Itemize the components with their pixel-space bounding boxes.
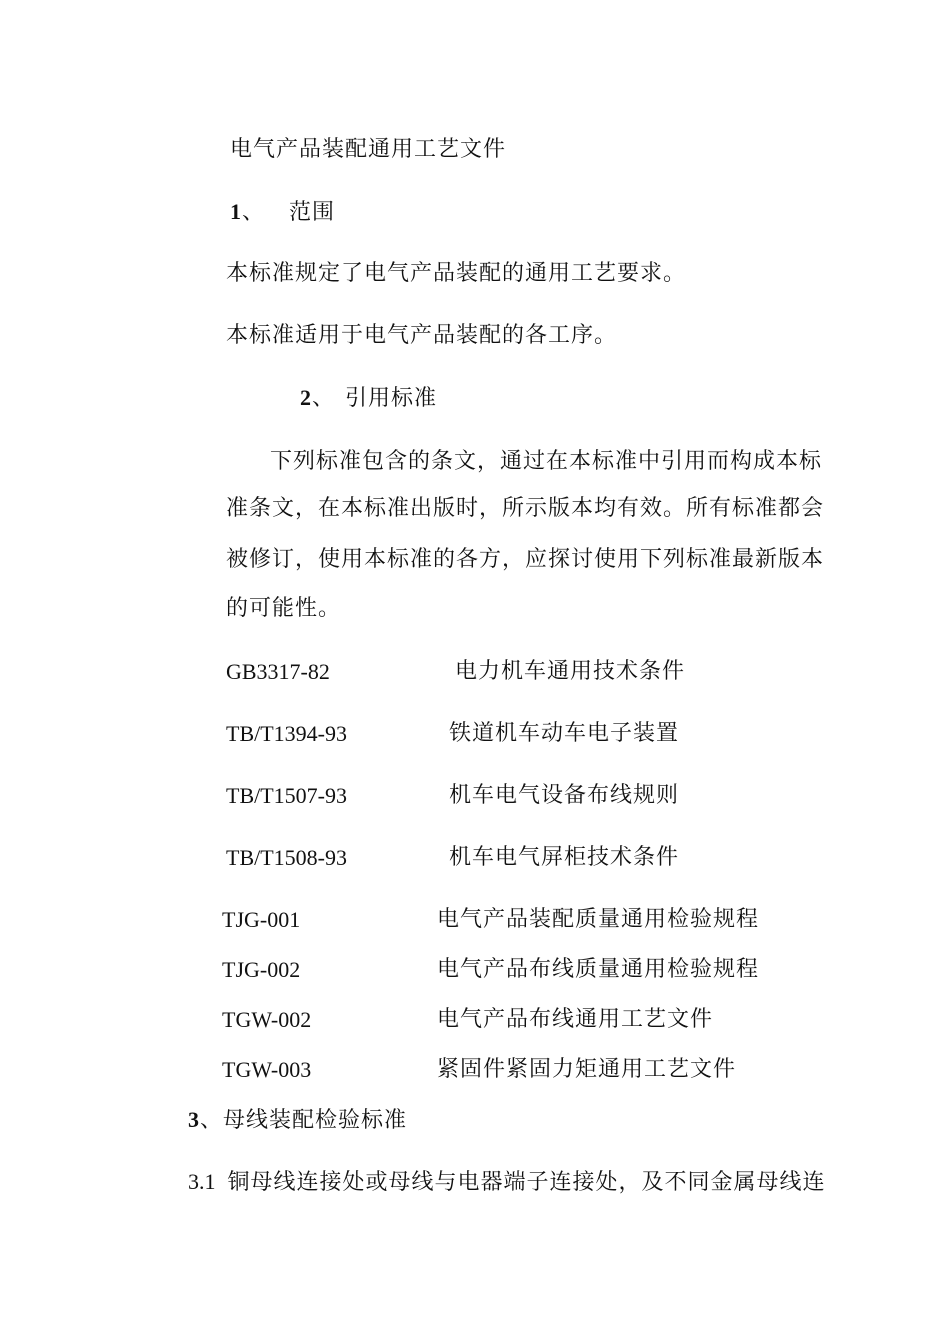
reference-code: TGW-003 xyxy=(222,1057,312,1082)
section-1-number: 1 xyxy=(230,199,242,224)
clause-3-1 xyxy=(188,1168,826,1197)
reference-code: TJG-001 xyxy=(222,907,301,932)
section-1-separator: 、 xyxy=(242,200,266,225)
section-1-heading xyxy=(230,198,335,227)
section-2-body-line: 下列标准包含的条文，通过在本标准中引用而构成本标 xyxy=(270,449,823,474)
reference-code: GB3317-82 xyxy=(226,659,330,684)
reference-row xyxy=(0,658,950,686)
reference-row xyxy=(0,844,950,872)
reference-name: 紧固件紧固力矩通用工艺文件 xyxy=(437,1057,737,1082)
section-1-title: 范围 xyxy=(289,200,336,225)
reference-row xyxy=(0,720,950,748)
section-3-title: 母线装配检验标准 xyxy=(223,1108,408,1133)
reference-row xyxy=(0,1006,950,1034)
section-2-title: 引用标准 xyxy=(345,386,438,411)
section-2-body-line: 被修订，使用本标准的各方，应探讨使用下列标准最新版本 xyxy=(226,547,825,572)
reference-name: 机车电气设备布线规则 xyxy=(449,783,680,808)
section-3-separator: 、 xyxy=(200,1108,224,1133)
section-3-heading xyxy=(188,1106,407,1135)
section-1-paragraph: 本标准规定了电气产品装配的通用工艺要求。 xyxy=(226,261,687,286)
reference-row xyxy=(0,782,950,810)
clause-text: 铜母线连接处或母线与电器端子连接处，及不同金属母线连 xyxy=(227,1170,826,1195)
section-2-body-line: 准条文，在本标准出版时，所示版本均有效。所有标准都会 xyxy=(226,496,825,521)
reference-code: TB/T1394-93 xyxy=(226,721,347,746)
reference-code: TB/T1508-93 xyxy=(226,845,347,870)
section-1-paragraph: 本标准适用于电气产品装配的各工序。 xyxy=(226,323,618,348)
section-2-heading xyxy=(300,384,437,413)
reference-name: 电气产品布线质量通用检验规程 xyxy=(437,957,760,982)
reference-code: TB/T1507-93 xyxy=(226,783,347,808)
section-2-body-line: 的可能性。 xyxy=(226,596,342,621)
document-title: 电气产品装配通用工艺文件 xyxy=(230,137,507,162)
section-2-separator: 、 xyxy=(312,386,336,411)
reference-row xyxy=(0,906,950,934)
section-3-number: 3 xyxy=(188,1107,200,1132)
reference-name: 机车电气屏柜技术条件 xyxy=(449,845,680,870)
section-2-number: 2 xyxy=(300,385,312,410)
reference-name: 铁道机车动车电子装置 xyxy=(449,721,680,746)
reference-name: 电气产品装配质量通用检验规程 xyxy=(437,907,760,932)
reference-code: TGW-002 xyxy=(222,1007,312,1032)
clause-number: 3.1 xyxy=(188,1169,216,1194)
reference-name: 电力机车通用技术条件 xyxy=(455,659,686,684)
reference-name: 电气产品布线通用工艺文件 xyxy=(437,1007,714,1032)
reference-row xyxy=(0,1056,950,1084)
reference-code: TJG-002 xyxy=(222,957,301,982)
reference-row xyxy=(0,956,950,984)
